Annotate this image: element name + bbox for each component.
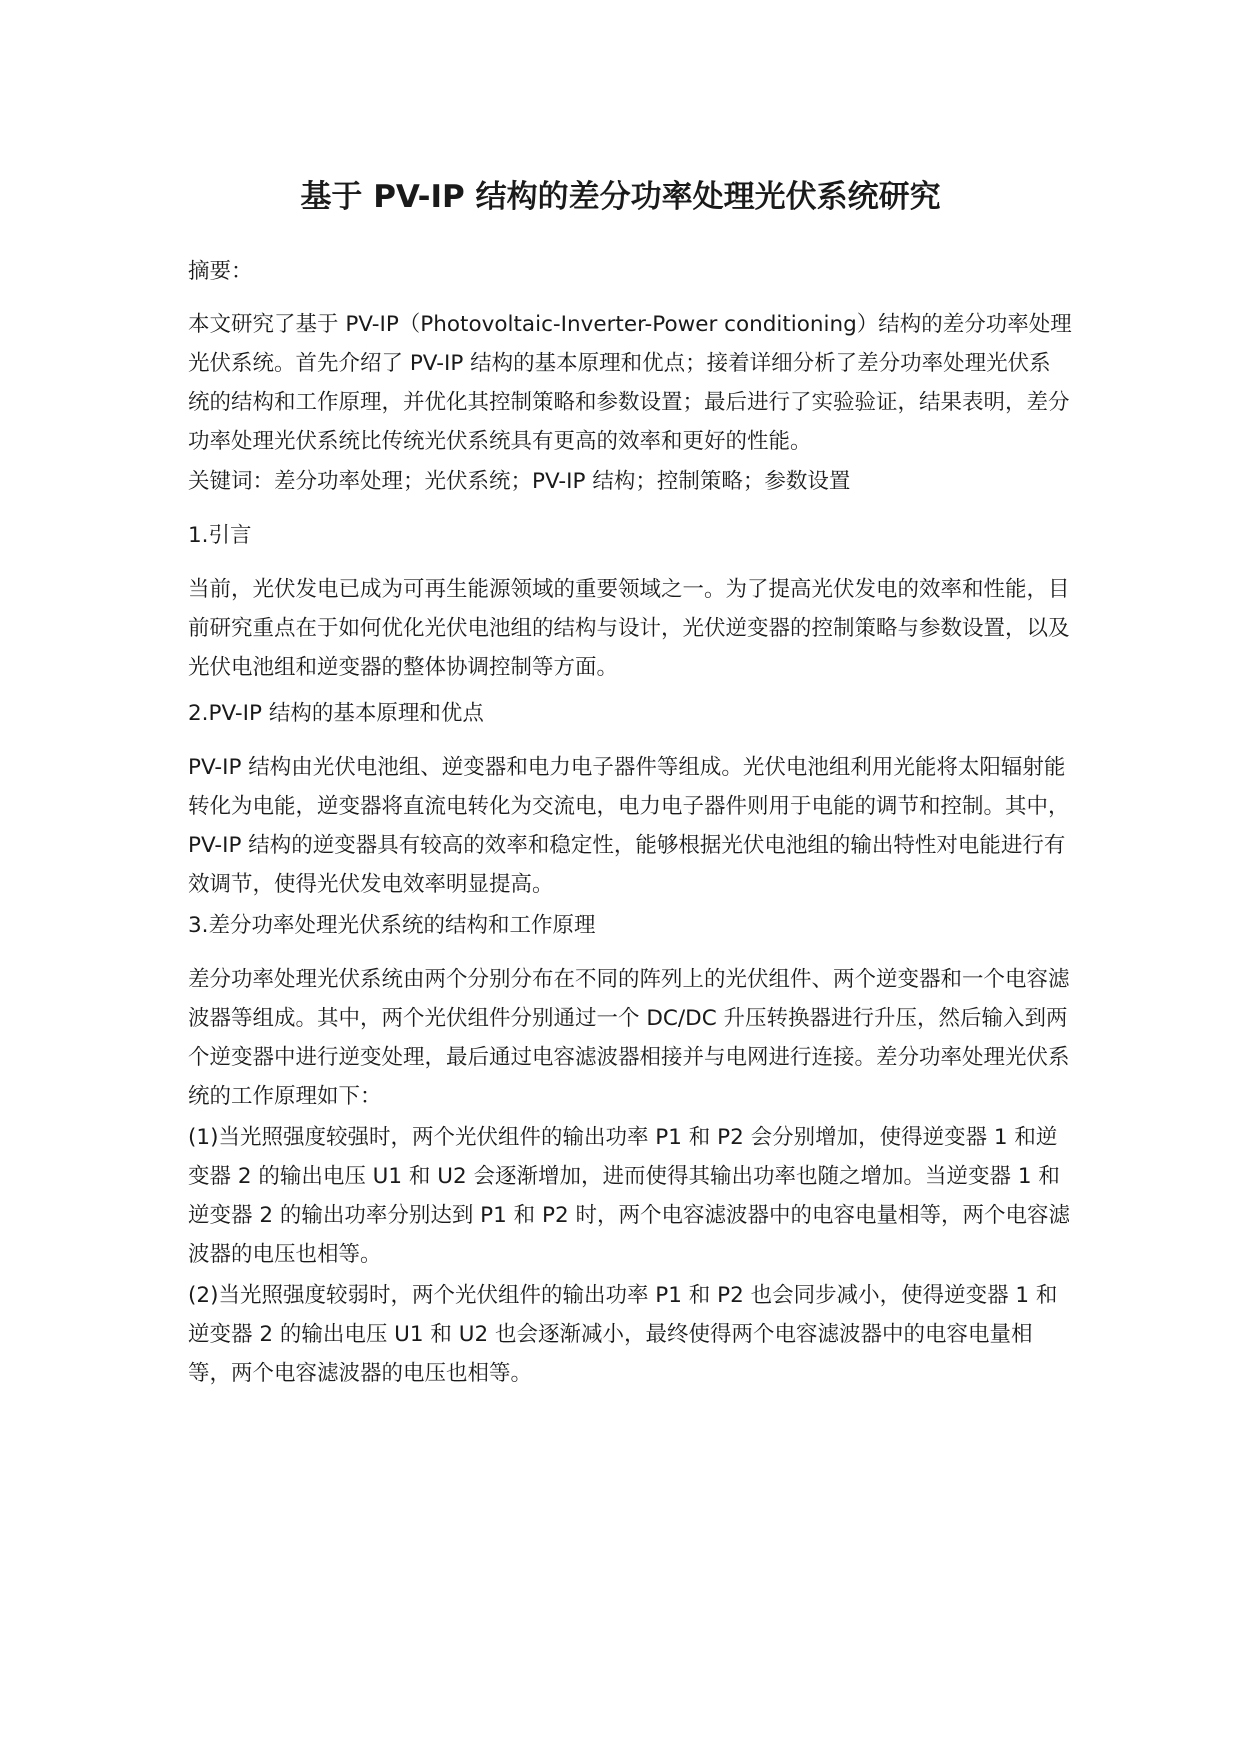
abstract-body: 本文研究了基于 PV-IP（Photovoltaic-Inverter-Power conditioning）结构的差分功率处理光伏系统。首先介绍了 PV-IP 结构的基本原理和优点；接着详细分析了差分功率处理光伏系统的结构和工作原理，并优化其控制策略和参数设置；最后进行了实验验证，结果表明，差分功率处理光伏系统比传统光伏系统具有更高的效率和更好的性能。 <box>188 312 1072 454</box>
section-heading-introduction: 1.引言 <box>188 523 252 548</box>
principle-item-1: (1)当光照强度较强时，两个光伏组件的输出功率 P1 和 P2 会分别增加，使得逆变器 1 和逆变器 2 的输出电压 U1 和 U2 会逐渐增加，进而使得其输出功率也随之增加。当逆变器 1 和逆变器 2 的输出功率分别达到 P1 和 P2 时，两个电容滤波器中的电容电量相等，两个电容滤波器的电压也相等。 <box>188 1125 1070 1267</box>
abstract-heading: 摘要： <box>188 259 253 284</box>
pv-ip-body: PV-IP 结构由光伏电池组、逆变器和电力电子器件等组成。光伏电池组利用光能将太阳辐射能转化为电能，逆变器将直流电转化为交流电，电力电子器件则用于电能的调节和控制。其中，PV-IP 结构的逆变器具有较高的效率和稳定性，能够根据光伏电池组的输出特性对电能进行有效调节，使得光伏发电效率明显提高。 <box>188 755 1070 897</box>
section-heading-differential-system: 3.差分功率处理光伏系统的结构和工作原理 <box>188 913 596 938</box>
document-title: 基于 PV-IP 结构的差分功率处理光伏系统研究 <box>300 179 941 215</box>
principle-item-2: (2)当光照强度较弱时，两个光伏组件的输出功率 P1 和 P2 也会同步减小，使得逆变器 1 和逆变器 2 的输出电压 U1 和 U2 也会逐渐减小，最终使得两个电容滤波器中的电容电量相等，两个电容滤波器的电压也相等。 <box>188 1283 1058 1386</box>
section-heading-pv-ip: 2.PV-IP 结构的基本原理和优点 <box>188 701 484 726</box>
introduction-body: 当前，光伏发电已成为可再生能源领域的重要领域之一。为了提高光伏发电的效率和性能，目前研究重点在于如何优化光伏电池组的结构与设计，光伏逆变器的控制策略与参数设置，以及光伏电池组和逆变器的整体协调控制等方面。 <box>188 577 1070 680</box>
keywords: 关键词：差分功率处理；光伏系统；PV-IP 结构；控制策略；参数设置 <box>188 469 851 494</box>
differential-system-body: 差分功率处理光伏系统由两个分别分布在不同的阵列上的光伏组件、两个逆变器和一个电容滤波器等组成。其中，两个光伏组件分别通过一个 DC/DC 升压转换器进行升压，然后输入到两个逆变器中进行逆变处理，最后通过电容滤波器相接并与电网进行连接。差分功率处理光伏系统的工作原理如下： <box>188 967 1070 1109</box>
